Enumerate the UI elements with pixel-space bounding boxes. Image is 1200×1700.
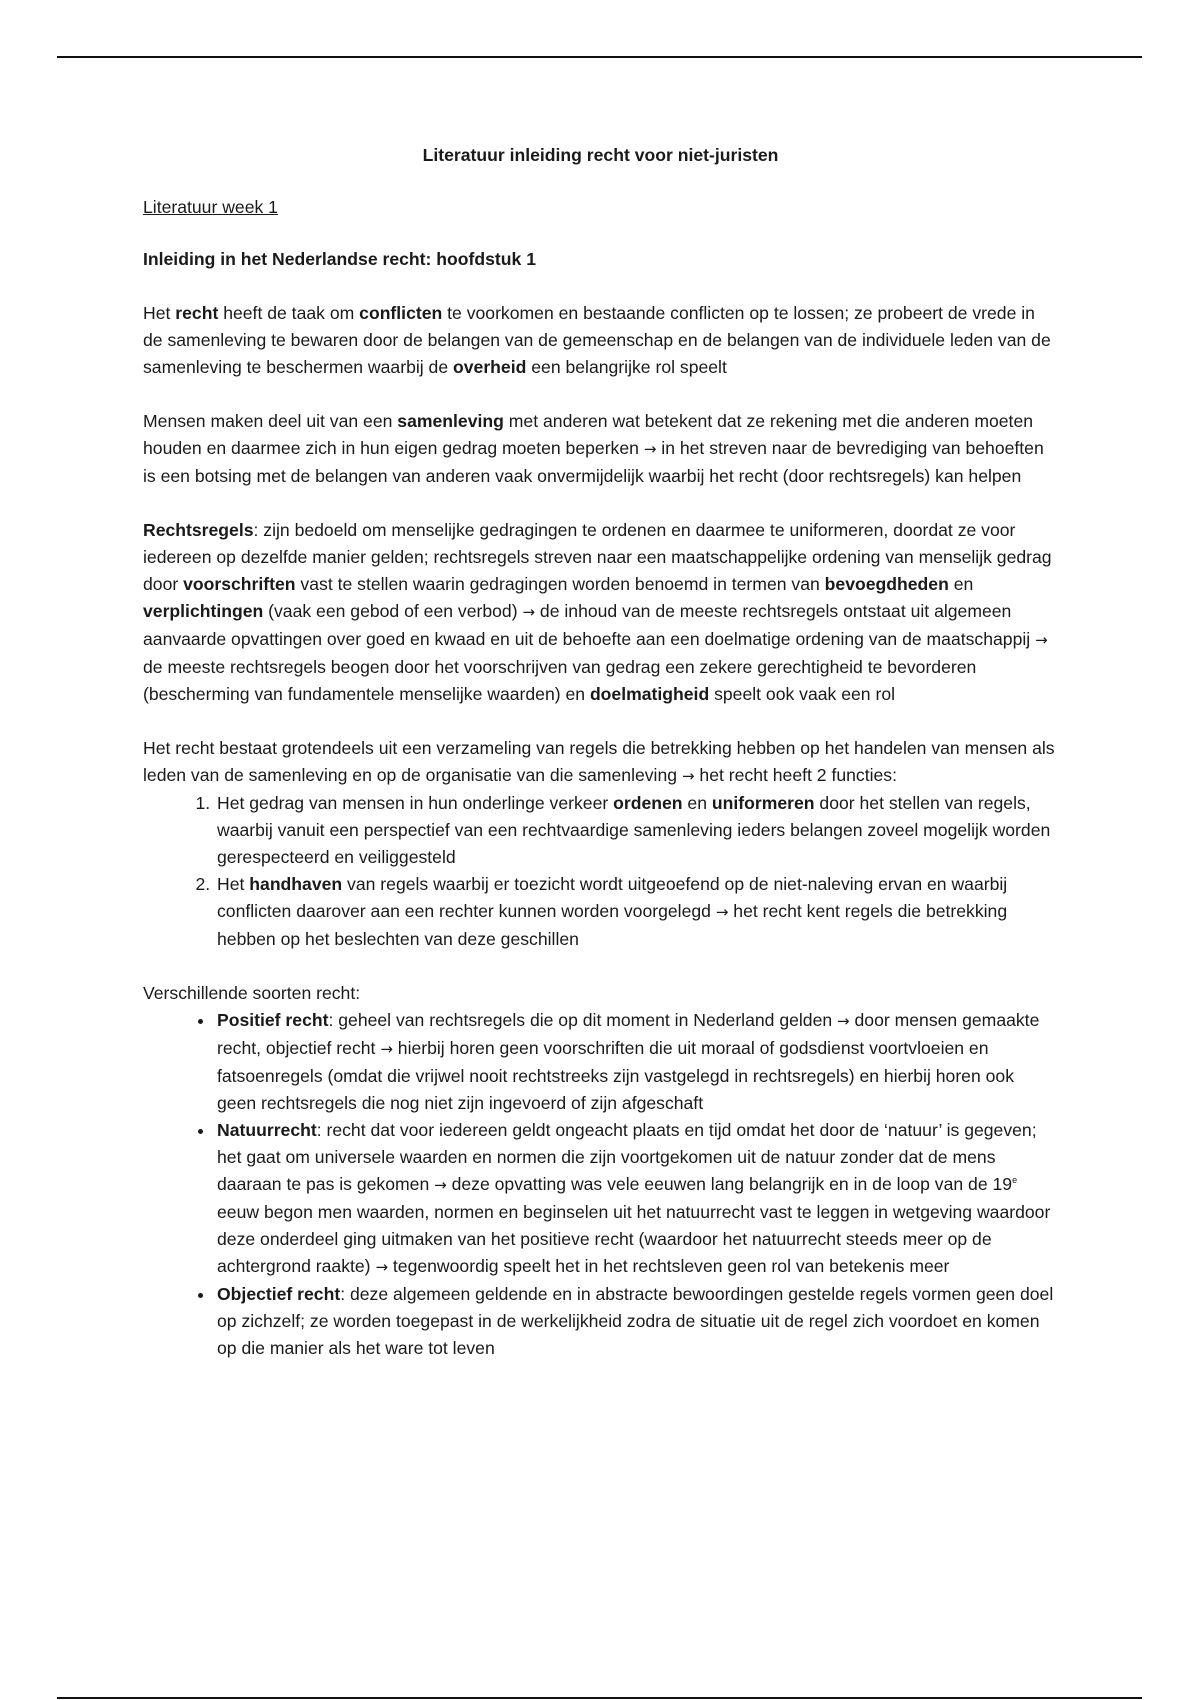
text: heeft de taak om xyxy=(218,303,360,323)
arrow-icon: → xyxy=(375,1258,389,1276)
bold-term: Positief recht xyxy=(217,1010,329,1030)
text: deze opvatting was vele eeuwen lang belangrijk en in de loop van de 19 xyxy=(446,1174,1013,1194)
text: tegenwoordig speelt het in het rechtsleven geen rol van betekenis meer xyxy=(388,1256,950,1276)
arrow-icon: → xyxy=(837,1012,850,1030)
text: : zijn bedoeld om menselijke gedragingen te ordenen en daarmee te uniformeren, doordat ze voor iedereen op dezelfde manier gelden; rechtsregels streven naar een maatschappelijke ordening van menselijk gedrag door xyxy=(143,520,1052,594)
text: Het recht bestaat grotendeels uit een verzameling van regels die betrekking hebben op het handelen van mensen als leden van de samenleving en op de organisatie van die samenleving xyxy=(143,738,1055,785)
kinds-list xyxy=(143,1007,1058,1362)
document-page xyxy=(143,142,1058,1389)
paragraph-law-task xyxy=(143,300,1058,381)
bold-term: uniformeren xyxy=(711,793,815,813)
bold-term: Rechtsregels xyxy=(143,520,254,540)
text: door mensen gemaakte recht, objectief recht xyxy=(217,1010,1040,1058)
list-item xyxy=(215,1007,1058,1117)
bottom-rule xyxy=(57,1697,1142,1699)
bold-term: Natuurrecht xyxy=(217,1120,317,1140)
text: : deze algemeen geldende en in abstracte bewoordingen gestelde regels vormen geen doel op zichzelf; ze worden toegepast in de werkelijkheid zodra de situatie uit de regel zich voordoet en komen op die manier als het ware tot leven xyxy=(217,1284,1054,1358)
text: : recht dat voor iedereen geldt ongeacht plaats en tijd omdat het door de ‘natuur’ is gegeven; het gaat om universele waarden en normen die zijn voortgekomen uit de natuur zonder dat de mens daaraan te pas is gekomen xyxy=(217,1120,1037,1194)
list-item xyxy=(215,871,1058,953)
chapter-heading: Inleiding in het Nederlandse recht: hoofdstuk 1 xyxy=(143,249,536,269)
bold-term: doelmatigheid xyxy=(589,684,710,704)
list-item xyxy=(215,1281,1058,1362)
arrow-icon: → xyxy=(380,1040,393,1058)
text: door het stellen van regels, waarbij vanuit een perspectief van een rechtvaardige samenleving ieders belangen zoveel mogelijk worden gerespecteerd en veiliggesteld xyxy=(217,793,1051,867)
bold-term: bevoegdheden xyxy=(824,574,949,594)
text: met anderen wat betekent dat ze rekening met die anderen moeten houden en daarmee zich in hun eigen gedrag moeten beperken xyxy=(143,411,1034,458)
text: (vaak een gebod of een verbod) xyxy=(263,601,523,621)
bold-term: verplichtingen xyxy=(143,601,264,621)
text: vast te stellen waarin gedragingen worden benoemd in termen van xyxy=(295,574,825,594)
bold-term: recht xyxy=(175,303,219,323)
arrow-icon: → xyxy=(434,1176,447,1194)
text: het recht kent regels die betrekking hebben op het beslechten van deze geschillen xyxy=(217,901,1008,949)
text: van regels waarbij er toezicht wordt uitgeoefend op de niet-naleving ervan en waarbij conflicten daarover aan een rechter kunnen worden voorgelegd xyxy=(217,874,1008,921)
text: te voorkomen en bestaande conflicten op te lossen; ze probeert de vrede in de samenleving te bewaren door de belangen van de gemeenschap en de belangen van de individuele leden van de samenleving te beschermen waarbij de xyxy=(143,303,1051,377)
text: in het streven naar de bevrediging van behoeften is een botsing met de belangen van anderen vaak onvermijdelijk waarbij het recht (door rechtsregels) kan helpen xyxy=(143,438,1044,486)
bold-term: handhaven xyxy=(249,874,343,894)
text: Het xyxy=(143,303,176,323)
bold-term: samenleving xyxy=(397,411,504,431)
list-item xyxy=(215,1117,1058,1281)
superscript: e xyxy=(1012,1175,1018,1186)
text: een belangrijke rol speelt xyxy=(526,357,727,377)
kinds-intro: Verschillende soorten recht: xyxy=(143,983,361,1003)
arrow-icon: → xyxy=(522,603,536,621)
text: de meeste rechtsregels beogen door het voorschrijven van gedrag een zekere gerechtigheid te bevorderen (bescherming van fundamentele menselijke waarden) en xyxy=(143,657,977,704)
arrow-icon: → xyxy=(1035,631,1048,649)
top-rule xyxy=(57,56,1142,58)
list-item xyxy=(215,790,1058,871)
paragraph-legal-rules xyxy=(143,517,1058,708)
arrow-icon: → xyxy=(681,767,695,785)
bold-term: overheid xyxy=(453,357,527,377)
paragraph-society xyxy=(143,408,1058,490)
text: het recht heeft 2 functies: xyxy=(694,765,897,785)
week-heading: Literatuur week 1 xyxy=(143,197,278,217)
text: Het gedrag van mensen in hun onderlinge verkeer xyxy=(217,793,614,813)
document-title: Literatuur inleiding recht voor niet-juristen xyxy=(422,145,779,165)
paragraph-functions-intro xyxy=(143,735,1058,790)
functions-list xyxy=(143,790,1058,953)
text: Mensen maken deel uit van een xyxy=(143,411,398,431)
text: hierbij horen geen voorschriften die uit moraal of godsdienst voortvloeien en fatsoenregels (omdat die vrijwel nooit rechtstreeks zijn vastgelegd in rechtsregels) en hierbij horen ook geen rechtsregels die nog niet zijn ingevoerd of zijn afgeschaft xyxy=(217,1038,1015,1113)
bold-term: ordenen xyxy=(613,793,683,813)
text: en xyxy=(948,574,974,594)
bold-term: conflicten xyxy=(359,303,443,323)
text: Het xyxy=(217,874,250,894)
bold-term: Objectief recht xyxy=(217,1284,341,1304)
text: en xyxy=(682,793,712,813)
text: de inhoud van de meeste rechtsregels ontstaat uit algemeen aanvaarde opvattingen over goed en kwaad en uit de behoefte aan een doelmatige ordening van de maatschappij xyxy=(143,601,1036,649)
arrow-icon: → xyxy=(715,903,729,921)
text: speelt ook vaak een rol xyxy=(709,684,896,704)
bold-term: voorschriften xyxy=(183,574,296,594)
text: eeuw begon men waarden, normen en beginselen uit het natuurrecht vast te leggen in wetgeving waardoor deze onderdeel ging uitmaken van het positieve recht (waardoor het natuurrecht steeds meer op de achtergrond raakte) xyxy=(217,1202,1051,1276)
arrow-icon: → xyxy=(643,440,657,458)
text: : geheel van rechtsregels die op dit moment in Nederland gelden xyxy=(328,1010,838,1030)
